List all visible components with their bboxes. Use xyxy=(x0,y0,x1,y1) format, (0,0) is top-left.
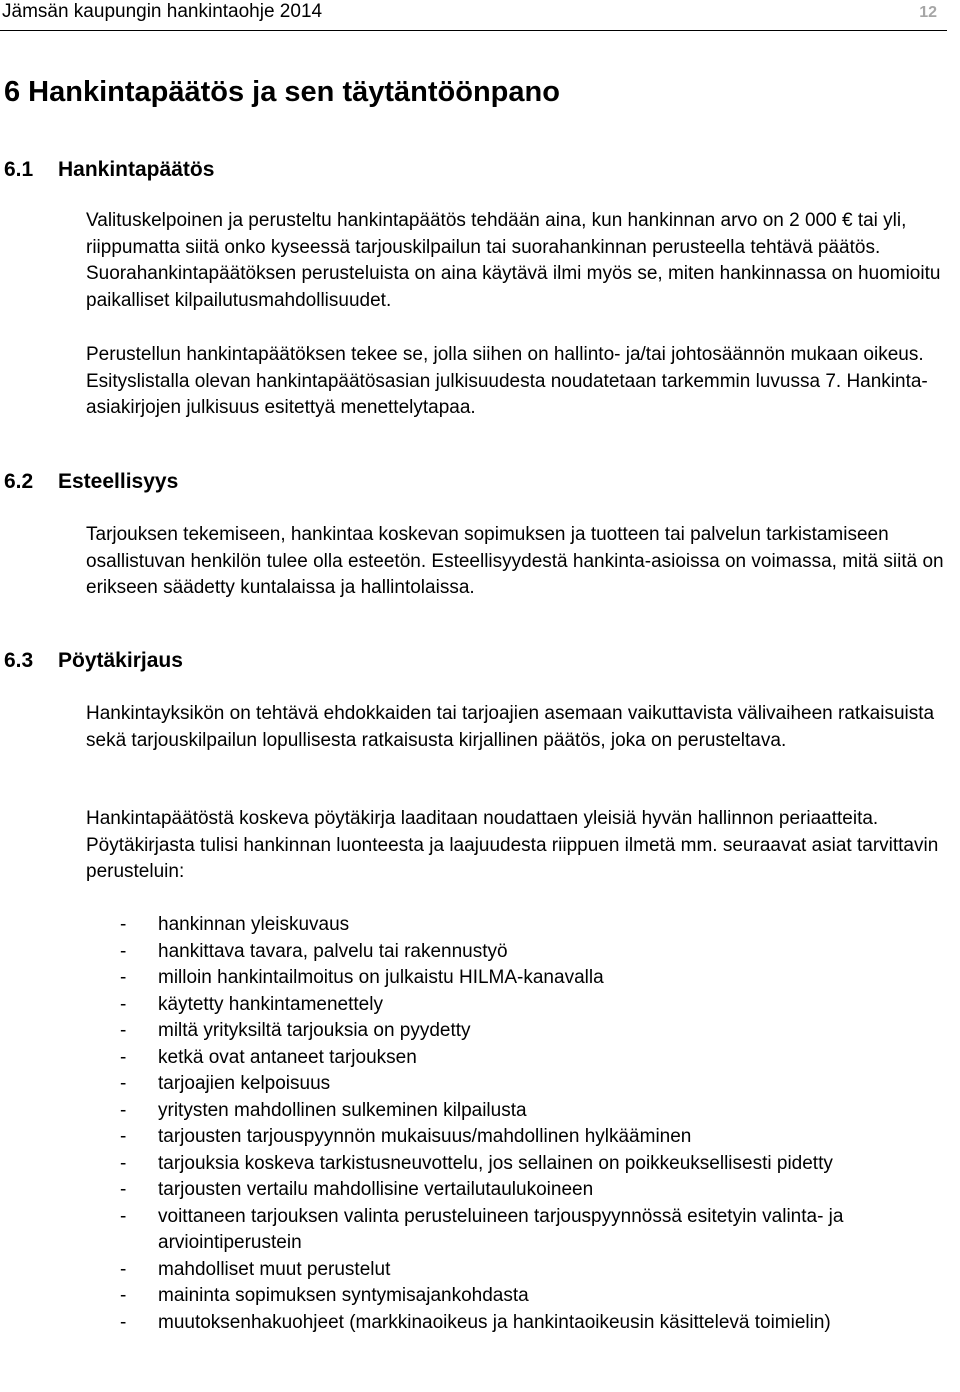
section-title: Pöytäkirjaus xyxy=(58,649,183,672)
paragraph: Perustellun hankintapäätöksen tekee se, jolla siihen on hallinto- ja/tai johtosäännön mukaan oikeus. Esityslistalla olevan hankintapäätösasian julkisuudesta noudatetaan tarkemmin luvussa 7. Hankinta-asiakirjojen julkisuus esitettyä menettelytapaa. xyxy=(86,344,928,418)
page-header xyxy=(0,0,947,31)
header-title: Jämsän kaupungin hankintaohje 2014 xyxy=(2,1,323,22)
paragraph: Valituskelpoinen ja perusteltu hankintapäätös tehdään aina, kun hankinnan arvo on 2 000 € tai yli, riippumatta siitä onko kyseessä tarjouskilpailun tai suorahankinnan perusteella tehtävä päätös. Suorahankintapäätöksen perusteluista on aina käytävä ilmi myös se, miten hankinnassa on huomioitu paikalliset kilpailutusmahdollisuudet. xyxy=(86,210,941,311)
list-item: - tarjousten vertailu mahdollisine vertailutaulukoineen xyxy=(120,1179,594,1200)
list-item: - tarjoajien kelpoisuus xyxy=(120,1073,331,1094)
list-item: - miltä yrityksiltä tarjouksia on pyydetty xyxy=(120,1020,471,1041)
list-item: - tarjouksia koskeva tarkistusneuvottelu, jos sellainen on poikkeuksellisesti pidetty xyxy=(120,1152,833,1174)
list-item: - maininta sopimuksen syntymisajankohdasta xyxy=(120,1285,529,1306)
list-item: - käytetty hankintamenettely xyxy=(120,993,383,1015)
paragraph: Hankintapäätöstä koskeva pöytäkirja laaditaan noudattaen yleisiä hyvän hallinnon periaatteita. Pöytäkirjasta tulisi hankinnan luonteesta ja laajuudesta riippuen ilmetä mm. seuraavat asiat tarvittavin perusteluin: xyxy=(86,808,939,882)
list-item: - muutoksenhakuohjeet (markkinaoikeus ja hankintaoikeusin käsittelevä toimielin) xyxy=(120,1311,831,1333)
list-item: - tarjousten tarjouspyynnön mukaisuus/mahdollinen hylkääminen xyxy=(120,1126,692,1147)
paragraph: Tarjouksen tekemiseen, hankintaa koskevan sopimuksen ja tuotteen tai palvelun tarkistamiseen osallistuvan henkilön tulee olla esteetön. Esteellisyydestä hankinta-asioissa on voimassa, mitä siitä on erikseen säädetty kuntalaissa ja hallintolaissa. xyxy=(86,524,944,598)
paragraph: Hankintayksikön on tehtävä ehdokkaiden tai tarjoajien asemaan vaikuttavista välivaiheen ratkaisuista sekä tarjouskilpailun lopullisesta ratkaisusta kirjallinen päätös, joka on perusteltava. xyxy=(86,703,935,751)
section-heading-6-1 xyxy=(4,156,214,184)
list-item: - mahdolliset muut perustelut xyxy=(120,1258,391,1280)
list-item: - hankinnan yleiskuvaus xyxy=(120,914,350,935)
section-heading-6-3 xyxy=(4,647,183,675)
section-title: Esteellisyys xyxy=(58,470,179,493)
list-item: - hankittava tavara, palvelu tai rakennustyö xyxy=(120,940,508,962)
list-item: - ketkä ovat antaneet tarjouksen xyxy=(120,1046,417,1068)
requirements-list xyxy=(120,912,948,1336)
chapter-heading: 6 Hankintapäätös ja sen täytäntöönpano xyxy=(4,76,560,108)
section-title: Hankintapäätös xyxy=(58,158,215,181)
section-heading-6-2 xyxy=(4,468,178,496)
section-number: 6.3 xyxy=(4,649,34,672)
section-number: 6.1 xyxy=(4,158,34,181)
section-number: 6.2 xyxy=(4,470,34,493)
list-item: - voittaneen tarjouksen valinta perusteluineen tarjouspyynnössä esitetyin valinta- ja arviointiperustein xyxy=(120,1205,844,1253)
page-number: 12 xyxy=(919,4,937,21)
list-item: - yritysten mahdollinen sulkeminen kilpailusta xyxy=(120,1099,527,1121)
list-item: - milloin hankintailmoitus on julkaistu HILMA-kanavalla xyxy=(120,967,604,988)
